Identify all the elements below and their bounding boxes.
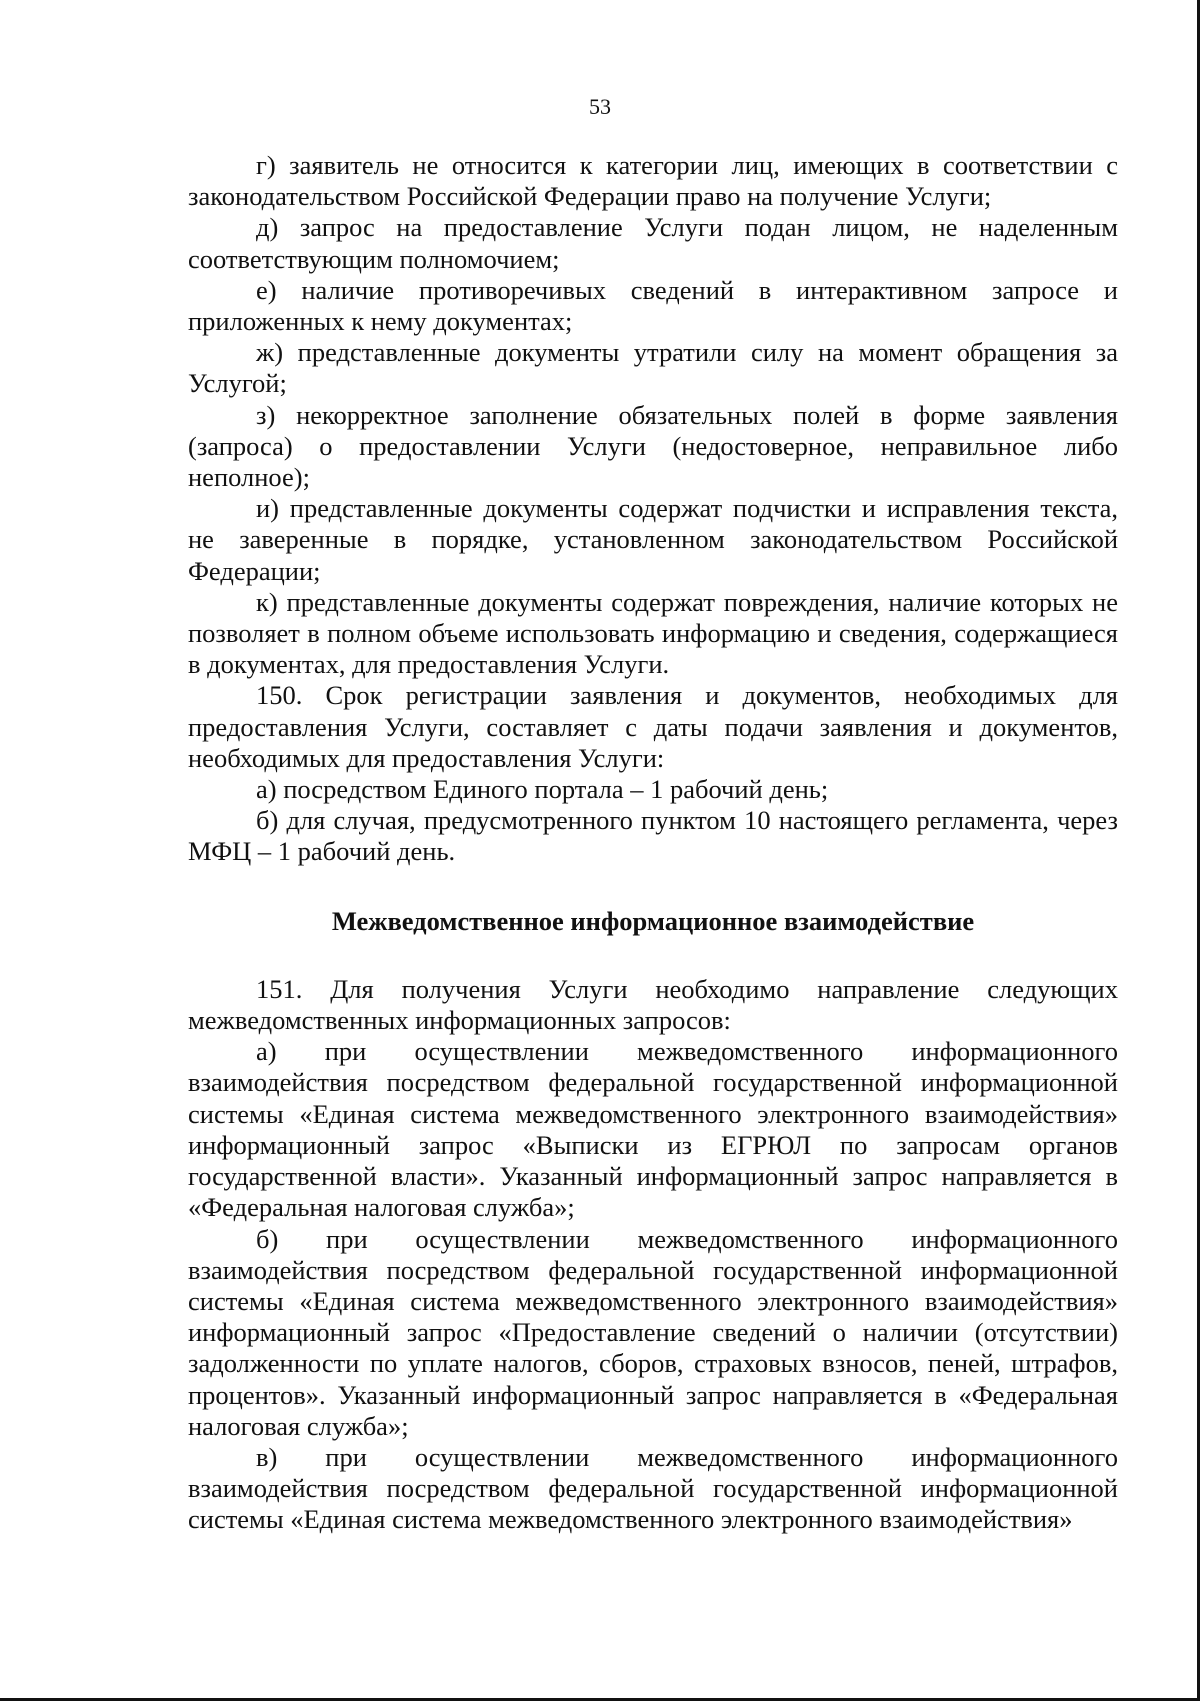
- paragraph-clause-151: 151. Для получения Услуги необходимо направление следующих межведомственных информационных запросов:: [188, 973, 1118, 1036]
- paragraph-151-item-b: б) при осуществлении межведомственного информационного взаимодействия посредством федеральной государственной информационной системы «Единая система межведомственного электронного взаимодействия» информационный запрос «Предоставление сведений о наличии (отсутствии) задолженности по уплате налогов, сборов, страховых взносов, пеней, штрафов, процентов». Указанный информационный запрос направляется в «Федеральная налоговая служба»;: [188, 1223, 1118, 1441]
- paragraph-item-d: д) запрос на предоставление Услуги подан лицом, не наделенным соответствующим полномочием;: [188, 212, 1118, 274]
- section-heading: Межведомственное информационное взаимодействие: [331, 905, 975, 936]
- paragraph-item-zh: ж) представленные документы утратили силу на момент обращения за Услугой;: [188, 337, 1118, 399]
- paragraph-item-g: г) заявитель не относится к категории лиц, имеющих в соответствии с законодательством Российской Федерации право на получение Услуги;: [188, 150, 1118, 212]
- document-body: [188, 150, 1118, 1536]
- paragraph-151-item-v: в) при осуществлении межведомственного информационного взаимодействия посредством федеральной государственной информационной системы «Единая система межведомственного электронного взаимодействия»: [188, 1441, 1118, 1535]
- paragraph-item-z: з) некорректное заполнение обязательных полей в форме заявления (запроса) о предоставлении Услуги (недостоверное, неправильное либо неполное);: [188, 399, 1118, 493]
- paragraph-clause-150: 150. Срок регистрации заявления и документов, необходимых для предоставления Услуги, составляет с даты подачи заявления и документов, необходимых для предоставления Услуги:: [188, 680, 1118, 773]
- paragraph-item-i: и) представленные документы содержат подчистки и исправления текста, не заверенные в порядке, установленном законодательством Российской Федерации;: [188, 493, 1118, 586]
- paragraph-151-item-a: а) при осуществлении межведомственного информационного взаимодействия посредством федеральной государственной информационной системы «Единая система межведомственного электронного взаимодействия» информационный запрос «Выписки из ЕГРЮЛ по запросам органов государственной власти». Указанный информационный запрос направляется в «Федеральная налоговая служба»;: [188, 1036, 1118, 1223]
- page-number: 53: [589, 94, 611, 119]
- paragraph-item-k: к) представленные документы содержат повреждения, наличие которых не позволяет в полном объеме использовать информацию и сведения, содержащиеся в документах, для предоставления Услуги.: [188, 586, 1118, 680]
- paragraph-item-e: е) наличие противоречивых сведений в интерактивном запросе и приложенных к нему документах;: [188, 274, 1118, 337]
- paragraph-150-item-a: а) посредством Единого портала – 1 рабочий день;: [256, 774, 829, 805]
- paragraph-150-item-b: б) для случая, предусмотренного пунктом 10 настоящего регламента, через МФЦ – 1 рабочий день.: [188, 805, 1118, 867]
